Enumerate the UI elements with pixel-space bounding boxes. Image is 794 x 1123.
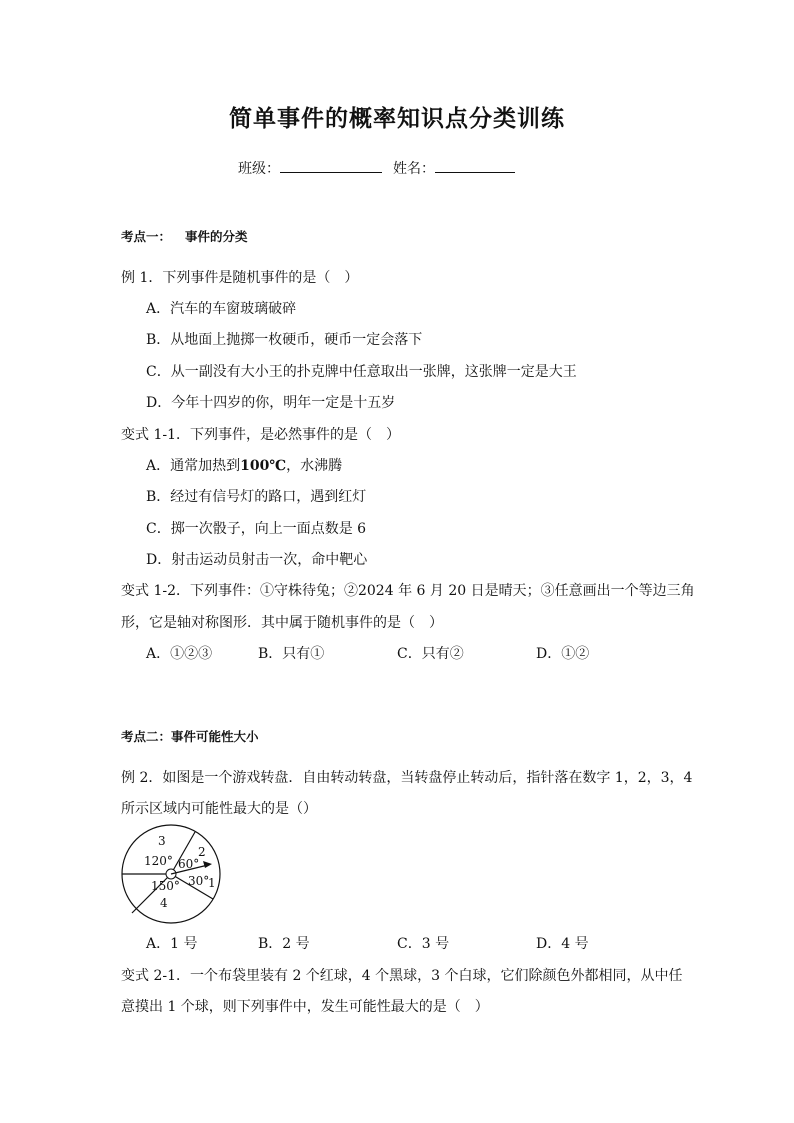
example2-option-b: B．2 号 (258, 936, 310, 952)
spinner-label-4: 4 (160, 896, 168, 910)
variant11-option-c: C．掷一次骰子，向上一面点数是 6 (146, 521, 367, 537)
example2-stem-line1: 例 2．如图是一个游戏转盘．自由转动转盘，当转盘停止转动后，指针落在数字 1，2，3，4 (121, 770, 693, 786)
variant12-stem-line2: 形，它是轴对称图形．其中属于随机事件的是（ ） (121, 615, 443, 631)
class-blank (280, 158, 382, 173)
variant12-option-c: C．只有② (397, 646, 464, 662)
example2-option-a: A．1 号 (146, 936, 198, 952)
example2-option-d: D．4 号 (536, 936, 589, 952)
class-field (238, 158, 382, 178)
example1-option-a: A．汽车的车窗玻璃破碎 (146, 301, 297, 317)
spinner-label-2: 2 (198, 845, 206, 859)
name-blank (435, 158, 515, 173)
variant11-option-b: B．经过有信号灯的路口，遇到红灯 (146, 489, 367, 505)
variant11-option-a (146, 455, 342, 475)
variant11-option-a-pre: A．通常加热到 (146, 458, 241, 474)
name-field (393, 158, 515, 178)
variant11-option-a-post: ，水沸腾 (286, 458, 343, 474)
spinner-angle-120: 120° (144, 854, 173, 868)
spinner-angle-30: 30° (188, 874, 210, 888)
page-title: 简单事件的概率知识点分类训练 (229, 105, 565, 132)
variant12-option-a: A．①②③ (146, 646, 213, 662)
spinner-angle-150: 150° (151, 879, 180, 893)
variant12-option-b: B．只有① (258, 646, 325, 662)
spinner-angle-60: 60° (178, 857, 200, 871)
spinner-diagram (118, 823, 224, 925)
name-label: 姓名： (393, 161, 435, 177)
section1-heading (121, 227, 248, 245)
variant21-stem-line1: 变式 2-1．一个布袋里装有 2 个红球，4 个黑球，3 个白球，它们除颜色外都相同，从中任 (121, 968, 683, 984)
example2-stem-line2: 所示区域内可能性最大的是（） (121, 801, 317, 817)
variant12-stem-line1: 变式 1-2．下列事件：①守株待兔；②2024 年 6 月 20 日是晴天；③任意画出一个等边三角 (121, 583, 695, 599)
example1-option-d: D．今年十四岁的你，明年一定是十五岁 (146, 395, 396, 411)
variant21-stem-line2: 意摸出 1 个球，则下列事件中，发生可能性最大的是（ ） (121, 999, 489, 1015)
variant11-option-a-temp: 100℃ (240, 458, 287, 474)
spinner-pointer-head (203, 861, 212, 868)
example1-option-c: C．从一副没有大小王的扑克牌中任意取出一张牌，这张牌一定是大王 (146, 364, 577, 380)
variant12-option-d: D．①② (536, 646, 590, 662)
example1-stem: 例 1．下列事件是随机事件的是（ ） (121, 270, 359, 286)
variant11-stem: 变式 1-1．下列事件，是必然事件的是（ ） (121, 427, 400, 443)
example1-option-b: B．从地面上抛掷一枚硬币，硬币一定会落下 (146, 332, 423, 348)
spinner-label-1: 1 (208, 876, 216, 890)
example2-option-c: C．3 号 (397, 936, 450, 952)
section1-heading-title: 事件的分类 (185, 229, 248, 244)
spinner-label-3: 3 (158, 834, 166, 848)
section2-heading: 考点二：事件可能性大小 (121, 729, 259, 744)
variant11-option-d: D．射击运动员射击一次，命中靶心 (146, 552, 368, 568)
section1-heading-label: 考点一： (121, 229, 172, 244)
class-label: 班级： (238, 161, 280, 177)
